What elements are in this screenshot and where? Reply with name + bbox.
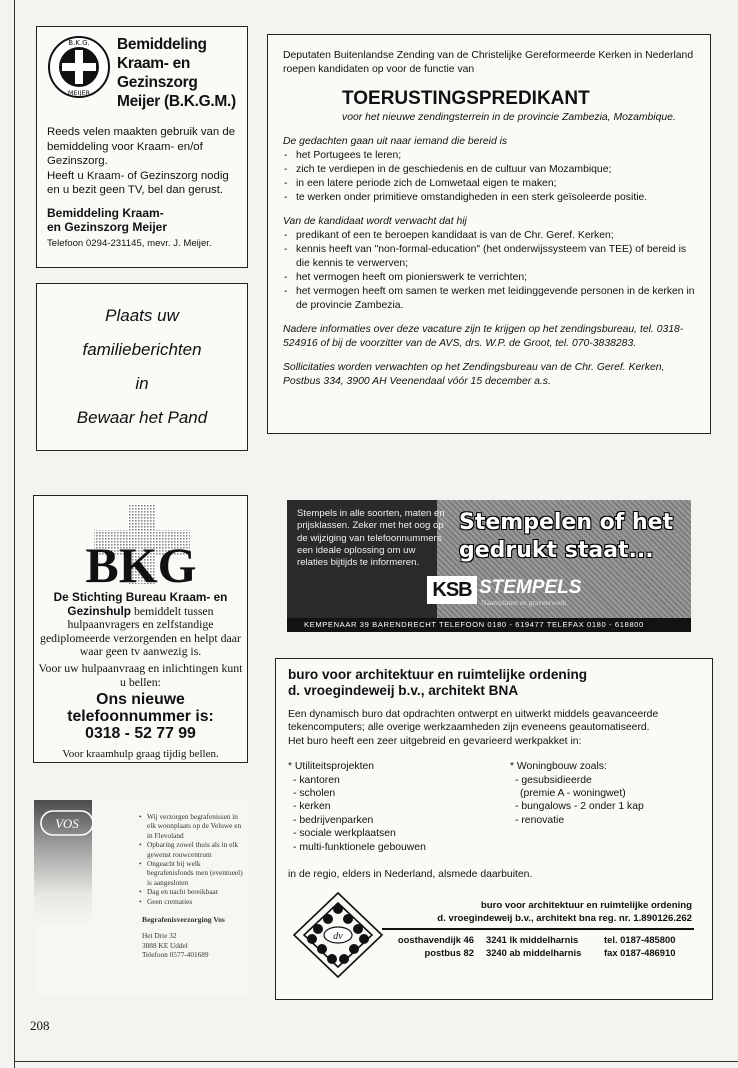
vacancy-applications: Sollicitaties worden verwachten op het Zendingsbureau van de Chr. Geref. Kerken, Postbus 334, 3900 AH Veenendaal vóór 15 december a.s. <box>283 362 665 387</box>
vacancy-lead: Van de kandidaat wordt verwacht dat hij <box>283 216 467 227</box>
list-item: • Opbaring zowel thuis als in elk gewenst rouwcentrum <box>142 840 248 859</box>
vacancy-lead: De gedachten gaan uit naar iemand die bereid is <box>283 136 508 147</box>
vos-content <box>142 812 248 960</box>
architect-phone: tel. 0187-485800 fax 0187-486910 <box>604 934 676 959</box>
vacancy-subtitle: voor het nieuwe zendingsterrein in de provincie Zambezia, Mozambique. <box>342 112 676 123</box>
ksb-slogan: gedrukt staat... <box>459 538 654 563</box>
svg-text:VOS: VOS <box>55 816 79 831</box>
bkg-ending: Voor kraamhulp graag tijdig bellen. <box>62 748 219 761</box>
divider <box>382 928 694 930</box>
familieberichten-ad <box>36 283 248 451</box>
vacancy-list <box>283 229 695 313</box>
ksb-text: Stempels in alle soorten, maten en prijsklassen. Zeker met het oog op de wijziging van telefoonnummers een ideale oplossing om uw relaties bijtijds te informeren. <box>297 508 445 569</box>
page-edge <box>14 1061 738 1062</box>
bkg-text: De Stichting Bureau Kraam- en Gezinshulp bemiddelt tussen hulpaanvragers en zelfstandige gediplomeerde verzorgenden en helpt daar waar geen tv aanwezig is. <box>40 590 241 659</box>
bkgm-phone: Telefoon 0294-231145, mevr. J. Meijer. <box>47 237 212 249</box>
ksb-logo-sub: Naamplaten en graveerwerk <box>481 598 567 607</box>
list-item: - te werken onder primitieve omstandigheden in een sterk geïsoleerde positie. <box>283 191 695 205</box>
architect-title: d. vroegindeweij b.v., architekt BNA <box>288 683 519 698</box>
architect-columns <box>288 760 700 854</box>
bkg-logo-icon <box>66 502 216 588</box>
svg-text:B.K.G.: B.K.G. <box>68 39 90 47</box>
list-item: • Ongeacht bij welk begrafenisfonds men (eventueel) is aangesloten <box>142 859 248 887</box>
ksb-address-bar: KEMPENAAR 39 BARENDRECHT TELEFOON 0180 - 619477 TELEFAX 0180 - 618800 <box>287 618 691 632</box>
architect-address: oosthavendijk 46 postbus 82 <box>397 934 474 959</box>
vos-ad <box>34 800 248 998</box>
bkgm-brand: Bemiddeling Kraam- en Gezinszorg Meijer (B.K.G.M.) <box>117 36 236 110</box>
svg-text:BKG: BKG <box>84 537 197 588</box>
vacancy-ad <box>267 34 711 434</box>
architect-footer <box>288 891 700 983</box>
vacancy-list <box>283 149 695 205</box>
architect-col: * Utiliteitsprojekten - kantoren - scholen - kerken - bedrijvenparken - sociale werkplaatsen - multi-funktionele gebouwen <box>288 761 426 853</box>
list-item: • Geen crematies <box>142 897 248 906</box>
ksb-slogan: Stempelen of het <box>459 510 674 535</box>
vacancy-title: TOERUSTINGSPREDIKANT <box>342 88 590 109</box>
list-item: - het Portugees te leren; <box>283 149 695 163</box>
vos-logo-icon <box>40 808 94 838</box>
vos-address: Het Drie 32 3888 KE Uddel Telefoon 0577-401689 <box>142 931 209 960</box>
fam-line: Plaats uw <box>105 306 179 325</box>
list-item: - zich te verdiepen in de geschiedenis en de cultuur van Mozambique; <box>283 163 695 177</box>
vos-name: Begrafenisverzorging Vos <box>142 915 225 925</box>
list-item: - kennis heeft van "non-formal-education" (het onderwijssysteem van TEE) of bereid is die kennis te verwerven; <box>283 243 695 271</box>
architect-ad <box>275 658 713 1000</box>
architect-col: * Woningbouw zoals: - gesubsidieerde (premie A - woningwet) - bungalows - 2 onder 1 kap - renovatie <box>510 761 644 826</box>
bkgm-ad <box>36 26 248 268</box>
page-number: 208 <box>30 1018 50 1033</box>
list-item: • Wij verzorgen begrafenissen in elk woonplaats op de Veluwe en in Flevoland <box>142 812 248 840</box>
vacancy-intro: Deputaten Buitenlandse Zending van de Christelijke Gereformeerde Kerken in Nederland roepen kandidaten op voor de functie van <box>283 50 694 75</box>
architect-logo-icon <box>292 891 384 979</box>
page-edge <box>14 0 15 1068</box>
list-item: - het vermogen heeft om pionierswerk te verrichten; <box>283 271 695 285</box>
bkgm-signature: Bemiddeling Kraam- en Gezinszorg Meijer <box>47 205 168 234</box>
fam-line: Bewaar het Pand <box>76 408 208 427</box>
ksb-logo: KSB <box>427 576 477 604</box>
list-item: - het vermogen heeft om samen te werken met leidinggevende personen in de kerken in de provincie Zambezia. <box>283 285 695 313</box>
ksb-ad <box>287 500 691 632</box>
list-item: - predikant of een te beroepen kandidaat is van de Chr. Geref. Kerken; <box>283 229 695 243</box>
architect-footer-name: buro voor architektuur en ruimtelijke ordening d. vroegindeweij b.v., architekt bna reg. nr. 1.890126.262 <box>437 900 692 925</box>
bkgm-intro: Reeds velen maakten gebruik van de bemiddeling voor Kraam- en/of Gezinszorg. Heeft u Kraam- of Gezinszorg nodig en u bezit geen TV, bel dan gerust. <box>47 126 236 196</box>
ksb-logo-word: STEMPELS <box>479 577 582 598</box>
architect-desc: Een dynamisch buro dat opdrachten ontwerpt en uitwerkt middels geavanceerde tekencomputers; alle overige werkzaamheden zijn eveneens geautomatiseerd. Het buro heeft een zeer uitgebreid en gevarieerd werkpakket in: <box>288 709 659 747</box>
fam-line: familieberichten <box>82 340 202 359</box>
architect-postal: 3241 lk middelharnis 3240 ab middelharnis <box>486 934 582 959</box>
bkg-phone-heading: Ons nieuwe telefoonnummer is: 0318 - 52 77 99 <box>67 691 214 743</box>
svg-text:MEIJER: MEIJER <box>67 89 91 97</box>
bkgm-logo-icon <box>47 35 111 99</box>
bkg-text2: Voor uw hulpaanvraag en inlichtingen kunt u bellen: <box>38 660 243 689</box>
architect-region: in de regio, elders in Nederland, alsmede daarbuiten. <box>288 869 533 881</box>
vacancy-info: Nadere informaties over deze vacature zijn te krijgen op het zendingsbureau, tel. 0318-524916 of bij de voorzitter van de AVS, drs. W.P. de Groot, tel. 070-3838283. <box>283 324 684 349</box>
fam-line: in <box>135 374 149 393</box>
architect-title: buro voor architektuur en ruimtelijke ordening <box>288 667 588 682</box>
svg-text:dv: dv <box>333 931 343 943</box>
bkg-ad <box>33 495 248 763</box>
list-item: • Dag en nacht bereikbaar <box>142 887 248 896</box>
list-item: - in een latere periode zich de Lomwetaal eigen te maken; <box>283 177 695 191</box>
